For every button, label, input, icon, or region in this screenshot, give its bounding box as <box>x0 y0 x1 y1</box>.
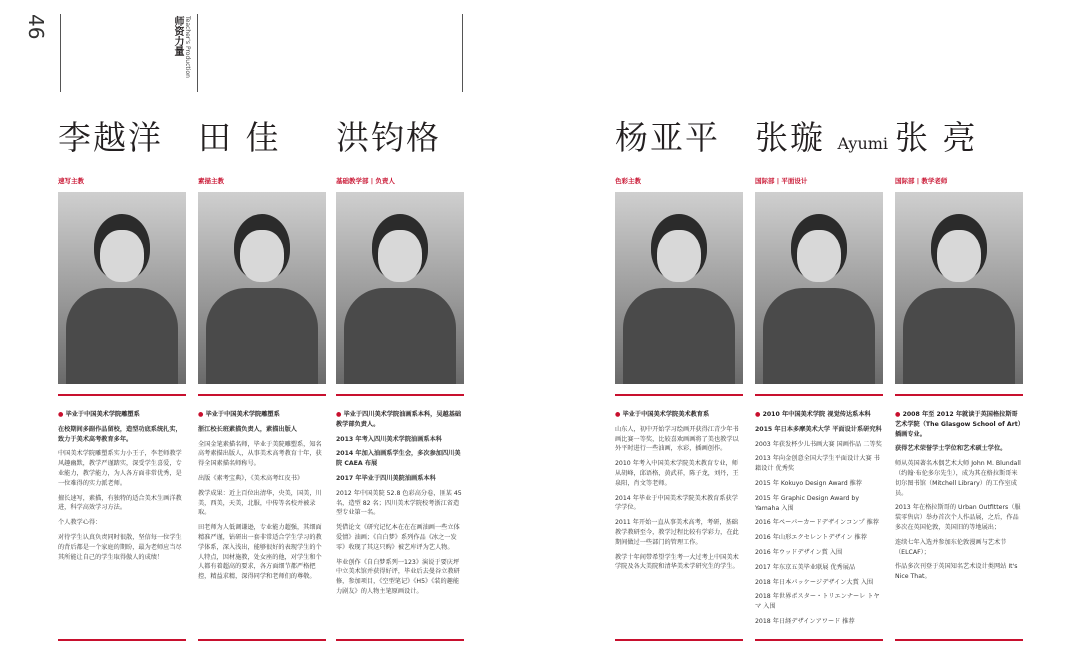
bio-paragraph: ● 2010 年中国美术学院 视觉传达系本科 <box>755 410 883 420</box>
teacher-role: 基础教学部 | 负责人 <box>336 177 395 185</box>
red-rule <box>615 394 743 396</box>
red-rule <box>755 394 883 396</box>
bio-paragraph: 2015 年日本多摩美术大学 平面设计系研究科 <box>755 425 882 433</box>
bio-paragraph: 凭借论文《研究记忆本在在在画油画一些立体爱情》油画；《自白梦》系列作品《冰之一发零》收现了其这只购》被艺库评为艺人物。 <box>336 524 460 551</box>
bio-paragraph: 对待学生认真负责同时很散，坚信每一位学生的背后都是一个家庭的期盼，最为老师应当尽其所能让自己的学生取得傲人的成绩！ <box>58 533 182 561</box>
bio-paragraph: 出版《素考宝典》，《美术高考红皮书》 <box>198 474 304 482</box>
teacher-bio <box>755 410 883 627</box>
bio-paragraph: 2018 年日本パッケージデザイン大賞 入围 <box>755 578 874 586</box>
bio-paragraph: 2014 年毕业于中国美术学院美术教育系获学学学位。 <box>615 494 738 512</box>
bio-paragraph: 2016 年ウッドデザイン賞 入围 <box>755 548 843 556</box>
bio-paragraph: ● 毕业于四川美术学院油画系本科，吴越基础教学部负责人。 <box>336 410 464 430</box>
bio-paragraph: 2010 年考入中国美术学院美术教育专业，师从胡峰，邱语格，黄武祥，陈子龙，刘丹，王泉阳，肖文等老师。 <box>615 460 739 487</box>
teacher-name: 张璇 Ayumi <box>755 118 889 157</box>
teacher-name: 田 佳 <box>198 118 281 157</box>
bio-paragraph: 2018 年日経デザインアワード 推荐 <box>755 617 855 625</box>
title-divider <box>197 14 198 92</box>
bio-paragraph: ● 2008 年至 2012 年就读于英国格拉斯哥艺术学院（The Glasgow School of Art）插画专业。 <box>895 410 1023 439</box>
page-number: 46 <box>24 14 48 40</box>
bio-paragraph: 2018 年世界ポスター・トリエンナーレ トヤマ 入围 <box>755 593 880 611</box>
teacher-card <box>615 118 743 577</box>
teacher-bio <box>895 410 1023 582</box>
teacher-bio <box>58 410 186 562</box>
teacher-card <box>58 118 186 567</box>
bio-paragraph: 2014 年加入油画系学生会，多次参加四川美院 CAEA 布展 <box>336 450 461 468</box>
teacher-card <box>198 118 326 587</box>
bio-paragraph: 2015 年 Kokuyo Design Award 推荐 <box>755 479 862 487</box>
bio-paragraph: 2016 年山形エクセレントデザイン 推荐 <box>755 534 867 542</box>
teacher-photo <box>615 192 743 384</box>
bio-paragraph: 田老师为人低调谦逊，专业能力超强，其细面精准严谨，钻研出一套非常适合学生学习的教学体系，深入浅出，能够很好的表现学生的个人特点，因材施教，处女座的他，对学生和个人都有着超高的要求，各方面细节都严格把控，精益求精，深得同学和老师们的尊敬。 <box>198 524 322 581</box>
bio-paragraph: 2015 年 Graphic Design Award by Yamaha 入围 <box>755 494 860 512</box>
teacher-photo <box>336 192 464 384</box>
bio-paragraph: ● 毕业于中国美术学院雕塑系 <box>198 410 326 420</box>
teacher-role: 素描主教 <box>198 177 224 185</box>
teacher-name: 洪钧格 <box>336 118 441 157</box>
bottom-red-rule <box>615 639 743 641</box>
bio-paragraph: 连续七年入选并参加东伦敦漫画与艺术节（ELCAF）； <box>895 538 1007 556</box>
bio-paragraph: 个人教学心得： <box>58 519 102 527</box>
bio-paragraph: 教学十年间带希望学生考一大过考上中国美术学院及各大美院和清华美术学研究生的学生。 <box>615 553 739 571</box>
bio-paragraph: 2013 年向金创意全国大学生平面设计大赛 书籍设计 优秀奖 <box>755 455 880 473</box>
bio-paragraph: 山东人，初中开始学习绘画开获得江青少年书画比赛一等奖，比较喜欢画画将了美也教学以外平时进行一些油画，水彩，插画创作。 <box>615 425 739 453</box>
bio-paragraph: 教学成果：近上百位出清华，央美，国美，川美，西美，天美，北服，中传等名校并被录取。 <box>198 489 322 517</box>
bio-paragraph: 中国美术学院雕塑系实力小王子，李老师教学风趣幽默，教学严谨踏实，深受学生喜爱，专业能力，教学能力，为人各方面非常优秀，是一位难得的实力派老师。 <box>58 450 182 487</box>
teacher-card <box>336 118 464 602</box>
bio-paragraph: 全国金笔素描名师，毕业于美院雕塑系，知名高考素描出版人，从事美术高考教育十年，获得全国素描名师称号。 <box>198 440 322 468</box>
teacher-card <box>895 118 1023 587</box>
bio-paragraph: 2013 年考入四川美术学院油画系本科 <box>336 435 442 443</box>
bottom-red-rule <box>336 639 464 641</box>
red-rule <box>198 394 326 396</box>
bio-paragraph: 浙江校长班素描负责人，素描出版人 <box>198 425 297 433</box>
teacher-name: 李越洋 <box>58 118 163 157</box>
red-rule <box>58 394 186 396</box>
section-subtitle: Teacher's Production <box>184 16 191 78</box>
bio-paragraph: 2011 年开始一直从事美术高考，考研，基础教学教研至今，教学过程比较有学彩力，在此期间做过一些部门的管理工作。 <box>615 519 739 546</box>
bio-paragraph: 毕业创作《自白梦系列一123》演说于要庆坪中立美术馆并获得好评，毕业后去曼谷立教研修，参加项目，《空型笔记》《H5》《装的趣能力剧友》的人物主笔原画设计。 <box>336 558 460 595</box>
section-title: 师资力量 <box>172 16 183 56</box>
teacher-bio <box>336 410 464 597</box>
bio-paragraph: ● 毕业于中国美术学院美术教育系 <box>615 410 743 420</box>
bio-paragraph: 作品多次刊登于英国知名艺术设计类网站 It's Nice That。 <box>895 563 1018 581</box>
red-rule <box>895 394 1023 396</box>
teacher-name: 杨亚平 <box>615 118 720 157</box>
bio-paragraph: 2016 年ペーパーカードデザインコンプ 推荐 <box>755 519 879 527</box>
teacher-photo <box>895 192 1023 384</box>
bottom-red-rule <box>895 639 1023 641</box>
bio-paragraph: 获得艺术荣誉学士学位和艺术硕士学位。 <box>895 445 1007 453</box>
bio-paragraph: 2003 年获发杯少儿书画大赛 国画作品 二等奖 <box>755 440 882 448</box>
bio-paragraph: 师从英国著名木偶艺术大师 John M. Blundall（约翰·布伦多尔先生），成为其在格拉斯哥米切尔图书馆（Mitchell Library）的工作室成员。 <box>895 460 1021 497</box>
bio-paragraph: ● 毕业于中国美术学院雕塑系 <box>58 410 186 420</box>
teacher-bio <box>615 410 743 572</box>
bottom-red-rule <box>755 639 883 641</box>
red-rule <box>336 394 464 396</box>
teacher-bio <box>198 410 326 582</box>
teacher-role: 速写主教 <box>58 177 84 185</box>
left-divider <box>60 14 61 92</box>
teacher-photo <box>198 192 326 384</box>
bio-paragraph: 擅长速写，素描，有独特的适合美术生画洋教进，科学高效学习方法。 <box>58 494 182 512</box>
teacher-card <box>755 118 889 632</box>
center-divider <box>462 14 463 92</box>
teacher-photo <box>58 192 186 384</box>
teacher-name: 张 亮 <box>895 118 978 157</box>
bio-paragraph: 2017 年毕业于四川美院油画系本科 <box>336 474 436 482</box>
teacher-role: 国际部 | 教学老师 <box>895 177 948 185</box>
bio-paragraph: 2012 年中国美院 52.8 色彩高分卷，匪某 45 名，造型 82 名；四川美术学院校考浙江省造型专业第一名。 <box>336 489 462 517</box>
teacher-photo <box>755 192 883 384</box>
bio-paragraph: 在校期间多副作品留校，造型功底系统扎实，致力于美术高考教育多年。 <box>58 425 182 443</box>
teacher-role: 色彩主教 <box>615 177 641 185</box>
bio-paragraph: 2013 年在格拉斯哥的 Urban Outfitters（服装零售店）举办首次个人作品展，之后，作品多次在英国伦敦，美国旧的等地展出； <box>895 504 1021 531</box>
bottom-red-rule <box>198 639 326 641</box>
bottom-red-rule <box>58 639 186 641</box>
bio-paragraph: 2017 年东京五美毕业联展 优秀展品 <box>755 563 856 571</box>
teacher-role: 国际部 | 平面设计 <box>755 177 808 185</box>
